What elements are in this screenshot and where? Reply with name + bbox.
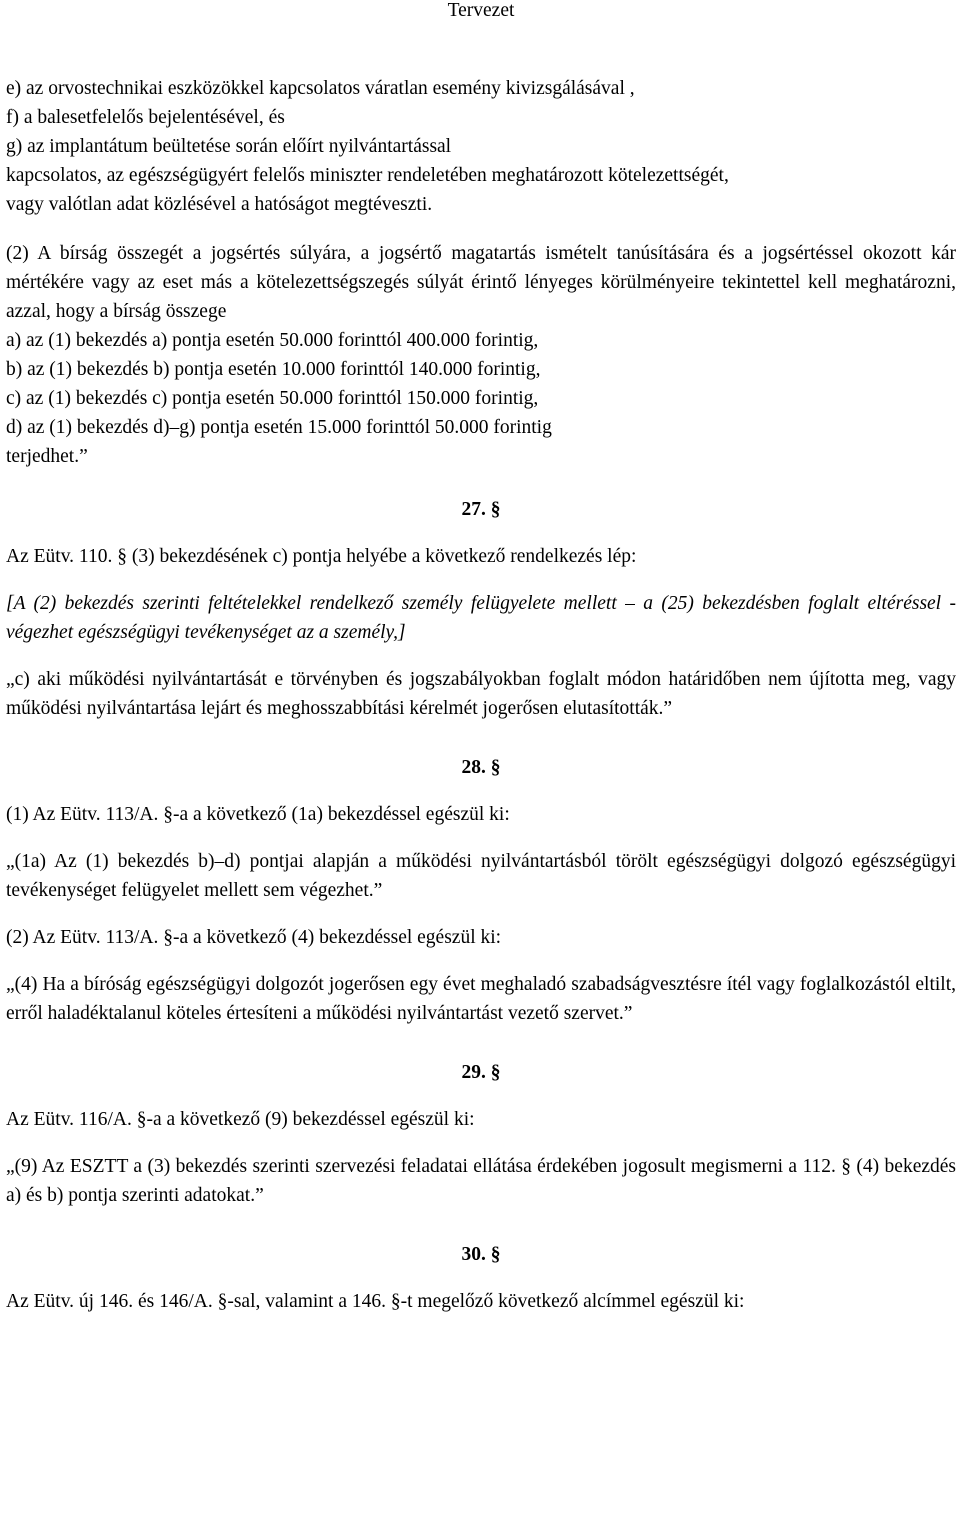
intro-line: e) az orvostechnikai eszközökkel kapcsolatos váratlan esemény kivizsgálásával , (6, 78, 635, 99)
fine-range-item: c) az (1) bekezdés c) pontja esetén 50.000 forinttól 150.000 forintig, (6, 388, 539, 409)
section-30-p1: Az Eütv. új 146. és 146/A. §-sal, valamint a 146. §-t megelőző következő alcímmel egészül ki: (6, 1291, 745, 1312)
section-29-p1: Az Eütv. 116/A. §-a a következő (9) bekezdéssel egészül ki: (6, 1109, 475, 1130)
intro-block (6, 74, 956, 219)
section-29-q1: „(9) Az ESZTT a (3) bekezdés szerinti szervezési feladatai ellátása érdekében jogosult megismerni a 112. § (4) bekezdés a) és b) pontja szerinti adatokat.” (6, 1156, 956, 1206)
section-29-heading: 29. § (461, 1062, 501, 1083)
document-page (6, 0, 956, 1316)
section-28-q2: „(4) Ha a bíróság egészségügyi dolgozót jogerősen egy évet meghaladó szabadságvesztésre ítél vagy foglalkozástól eltilt, erről haladéktalanul köteles értesíteni a működési nyilvántartást vezető szervet.” (6, 974, 956, 1024)
fine-range-item: d) az (1) bekezdés d)–g) pontja esetén 15.000 forinttól 50.000 forintig (6, 417, 552, 438)
section-28-p1: (1) Az Eütv. 113/A. §-a a következő (1a) bekezdéssel egészül ki: (6, 804, 510, 825)
fine-range-item: a) az (1) bekezdés a) pontja esetén 50.000 forinttól 400.000 forintig, (6, 330, 539, 351)
paragraph-2-text: (2) A bírság összegét a jogsértés súlyára, a jogsértő magatartás ismételt tanúsítására és a jogsértéssel okozott kár mértékére vagy az eset más a kötelezettségszegés súlyát érintő lényeges körülményeire tekintettel kell meghatározni, azzal, hogy a bírság összege (6, 243, 956, 322)
section-28-p2: (2) Az Eütv. 113/A. §-a a következő (4) bekezdéssel egészül ki: (6, 927, 502, 948)
intro-line: vagy valótlan adat közlésével a hatóságot megtéveszti. (6, 194, 433, 215)
fine-range-item: terjedhet.” (6, 446, 88, 467)
section-30-heading: 30. § (461, 1244, 501, 1265)
intro-line: f) a balesetfelelős bejelentésével, és (6, 107, 285, 128)
paragraph-2 (6, 239, 956, 326)
section-27-quote: „c) aki működési nyilvántartását e törvényben és jogszabályokban foglalt módon határidőben nem újította meg, vagy működési nyilvántartása lejárt és meghosszabbítási kérelmét jogerősen elutasították.” (6, 669, 956, 719)
section-27-intro: Az Eütv. 110. § (3) bekezdésének c) pontja helyébe a következő rendelkezés lép: (6, 546, 637, 567)
section-27-bracket: [A (2) bekezdés szerinti feltételekkel rendelkező személy felügyelete mellett – a (25) bekezdésben foglalt eltéréssel - végezhet egészségügyi tevékenységet az a személy,] (6, 593, 956, 643)
intro-line: kapcsolatos, az egészségügyért felelős miniszter rendeletében meghatározott kötelezettségét, (6, 165, 729, 186)
paragraph-2-list (6, 326, 956, 471)
intro-line: g) az implantátum beültetése során előírt nyilvántartással (6, 136, 452, 157)
section-28-heading: 28. § (461, 757, 501, 778)
section-27-heading: 27. § (461, 499, 501, 520)
section-28-q1: „(1a) Az (1) bekezdés b)–d) pontjai alapján a működési nyilvántartásból törölt egészségügyi dolgozó egészségügyi tevékenységet felügyelet mellett sem végezhet.” (6, 851, 956, 901)
fine-range-item: b) az (1) bekezdés b) pontja esetén 10.000 forinttól 140.000 forintig, (6, 359, 541, 380)
page-header: Tervezet (447, 0, 515, 21)
